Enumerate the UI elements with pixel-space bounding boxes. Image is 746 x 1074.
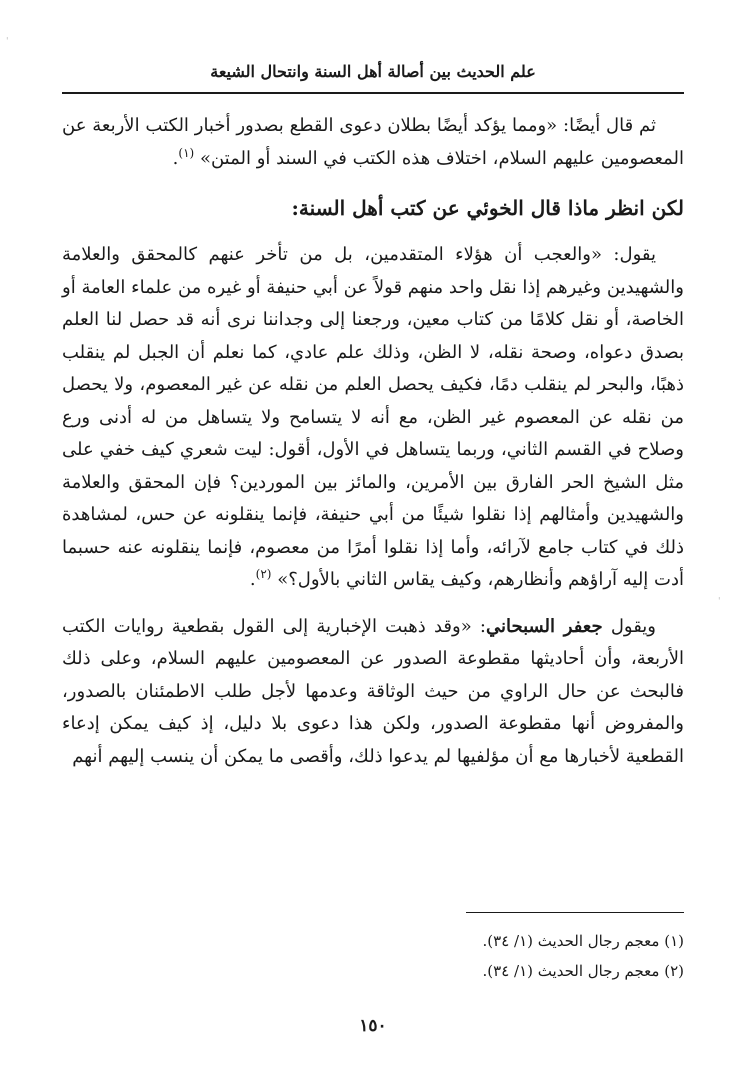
footnote-ref-2[interactable]: (٢) bbox=[255, 567, 272, 581]
footnote-1: (١) معجم رجال الحديث (١/ ٣٤). bbox=[482, 932, 684, 950]
running-header-title: علم الحديث بين أصالة أهل السنة وانتحال الشيعة bbox=[210, 62, 536, 81]
scan-speck: ' bbox=[6, 37, 9, 47]
paragraph-3-lead: ويقول bbox=[610, 615, 656, 637]
section-heading: لكن انظر ماذا قال الخوئي عن كتب أهل السنة: bbox=[291, 196, 684, 220]
paragraph-3-text: : «وقد ذهبت الإخبارية إلى القول بقطعية روايات الكتب الأربعة، وأن أحاديثها مقطوعة الصدور عن المعصومين عليهم السلام، وعلى ذلك فالبحث عن حال الراوي من حيث الوثاقة وعدمها لأجل طلب الاطمئنان بالصدور، والمفروض أنها مقطوعة الصدور، ولكن هذا دعوى بلا دليل، إذ كيف يمكن إدعاء القطعية لأخبارها مع أن مؤلفيها لم يدعوا ذلك، وأقصى ما يمكن أن ينسب إليهم أنهم bbox=[62, 615, 684, 767]
paragraph-2-text: يقول: «والعجب أن هؤلاء المتقدمين، بل من تأخر عنهم كالمحقق والعلامة والشهيدين وغيرهم إذا نقل واحد منهم قولاً عن أبي حنيفة أو غيره من علماء العامة أو الخاصة، أو نقل كلامًا من كتاب معين، ورجعنا إلى وجداننا نرى أنه قد حصل لنا العلم بصدق دعواه، وصحة نقله، لا الظن، وذلك علم عادي، كما نعلم أن الجبل لم ينقلب ذهبًا، والبحر لم ينقلب دمًا، فكيف يحصل العلم من نقله عن غير المعصوم، ولا يحصل من نقله عن المعصوم غير الظن، مع أنه لا يتسامح ولا يتساهل من له أدنى ورع وصلاح في القسم الثاني، وربما يتساهل في الأول، أقول: ليت شعري كيف خفي على مثل الشيخ الحر الفارق بين الأمرين، والمائز بين الموردين؟ فإن المحقق والعلامة والشهيدين وأمثالهم إذا نقلوا شيئًا من أبي حنيفة، فإنما ينقلونه عن حس، لمشاهدة ذلك في كتاب جامع لآرائه، وأما إذا نقلوا أمرًا من معصوم، فإنما ينقلونه عنه حسبما أدت إليه آراؤهم وأنظارهم، وكيف يقاس الثاني بالأول؟» bbox=[62, 244, 684, 590]
paragraph-1-tail: . bbox=[172, 147, 179, 169]
page-number: ١٥٠ bbox=[359, 1016, 387, 1036]
footnotes bbox=[62, 926, 684, 986]
header-rule bbox=[62, 92, 684, 94]
author-name: جعفر السبحاني bbox=[485, 615, 603, 637]
paragraph-1 bbox=[62, 110, 684, 175]
page-body bbox=[62, 110, 684, 773]
paragraph-3 bbox=[62, 611, 684, 774]
footnote-ref-1[interactable]: (١) bbox=[178, 145, 195, 160]
paragraph-1-text: ثم قال أيضًا: «ومما يؤكد أيضًا بطلان دعوى القطع بصدور أخبار الكتب الأربعة عن المعصومين عليهم السلام، اختلاف هذه الكتب في السند أو المتن» bbox=[62, 115, 684, 169]
paragraph-2 bbox=[62, 239, 684, 597]
footnote-2: (٢) معجم رجال الحديث (١/ ٣٤). bbox=[482, 962, 684, 980]
scan-speck: ' bbox=[718, 597, 721, 607]
footnote-separator bbox=[466, 912, 684, 913]
paragraph-2-tail: . bbox=[249, 569, 256, 590]
